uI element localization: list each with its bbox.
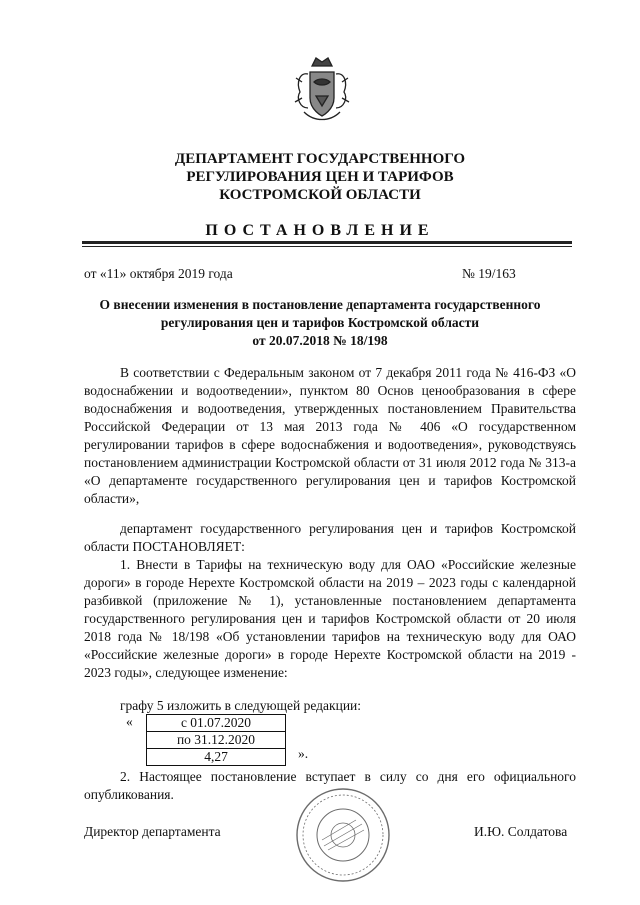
subject-line3: от 20.07.2018 № 18/198 bbox=[252, 333, 388, 348]
table-cell-period-end: по 31.12.2020 bbox=[147, 732, 286, 749]
paragraph-item-2: 2. Настоящее постановление вступает в силу со дня его официального опубликования. bbox=[84, 769, 576, 802]
org-name-line1: ДЕПАРТАМЕНТ ГОСУДАРСТВЕННОГО bbox=[174, 151, 466, 167]
paragraph-item-1: 1. Внести в Тарифы на техническую воду для ОАО «Российские железные дороги» в городе Нерехте Костромской области на 2019 – 2023 годы с календарной разбивкой (приложение № 1), установленные постановлением департамента государственного регулирования цен и тарифов Костромской области от 20 июля 2018 года № 18/198 «Об установлении тарифов на техническую воду для ОАО «Российские железные дороги» в городе Нерехте Костромской области на 2019 - 2023 годы», следующее изменение: bbox=[84, 557, 576, 680]
table-row bbox=[147, 749, 286, 766]
table-row bbox=[147, 715, 286, 732]
table-row bbox=[147, 732, 286, 749]
tariff-table bbox=[146, 714, 286, 766]
signatory-name: И.Ю. Солдатова bbox=[474, 824, 568, 839]
header-divider bbox=[82, 241, 572, 244]
table-cell-period-start: с 01.07.2020 bbox=[147, 715, 286, 732]
org-name-line3: КОСТРОМСКОЙ ОБЛАСТИ bbox=[219, 187, 421, 203]
signatory-position: Директор департамента bbox=[84, 824, 221, 839]
document-number: № 19/163 bbox=[462, 266, 516, 281]
paragraph-preamble: В соответствии с Федеральным законом от 7 декабря 2011 года № 416-ФЗ «О водоснабжении и водоотведении», пунктом 80 Основ ценообразования в сфере водоснабжения и водоотведения, утвержденных постановлением Правительства Российской Федерации от 13 мая 2013 года № 406 «О государственном регулировании тарифов в сфере водоснабжения и водоотведения», руководствуясь постановлением администрации Костромской области от 31 июля 2012 года № 313-а «О департаменте государственного регулирования цен и тарифов Костромской области», bbox=[84, 365, 576, 506]
document-type: ПОСТАНОВЛЕНИЕ bbox=[205, 222, 435, 239]
column-instruction: графу 5 изложить в следующей редакции: bbox=[120, 698, 362, 713]
paragraph-resolves: департамент государственного регулирования цен и тарифов Костромской области ПОСТАНОВЛЯЕТ: bbox=[84, 521, 576, 554]
org-name-line2: РЕГУЛИРОВАНИЯ ЦЕН И ТАРИФОВ bbox=[186, 169, 454, 185]
header-divider-thin bbox=[82, 246, 572, 247]
coat-of-arms-icon bbox=[290, 52, 354, 126]
subject-line1: О внесении изменения в постановление департамента государственного bbox=[99, 297, 541, 312]
document-subject bbox=[60, 296, 580, 350]
subject-line2: регулирования цен и тарифов Костромской области bbox=[160, 315, 480, 330]
quote-close: ». bbox=[298, 746, 309, 761]
official-seal-icon bbox=[294, 786, 392, 884]
table-cell-tariff-value: 4,27 bbox=[147, 749, 286, 766]
quote-open: « bbox=[126, 714, 133, 729]
document-date: от «11» октября 2019 года bbox=[84, 266, 233, 281]
